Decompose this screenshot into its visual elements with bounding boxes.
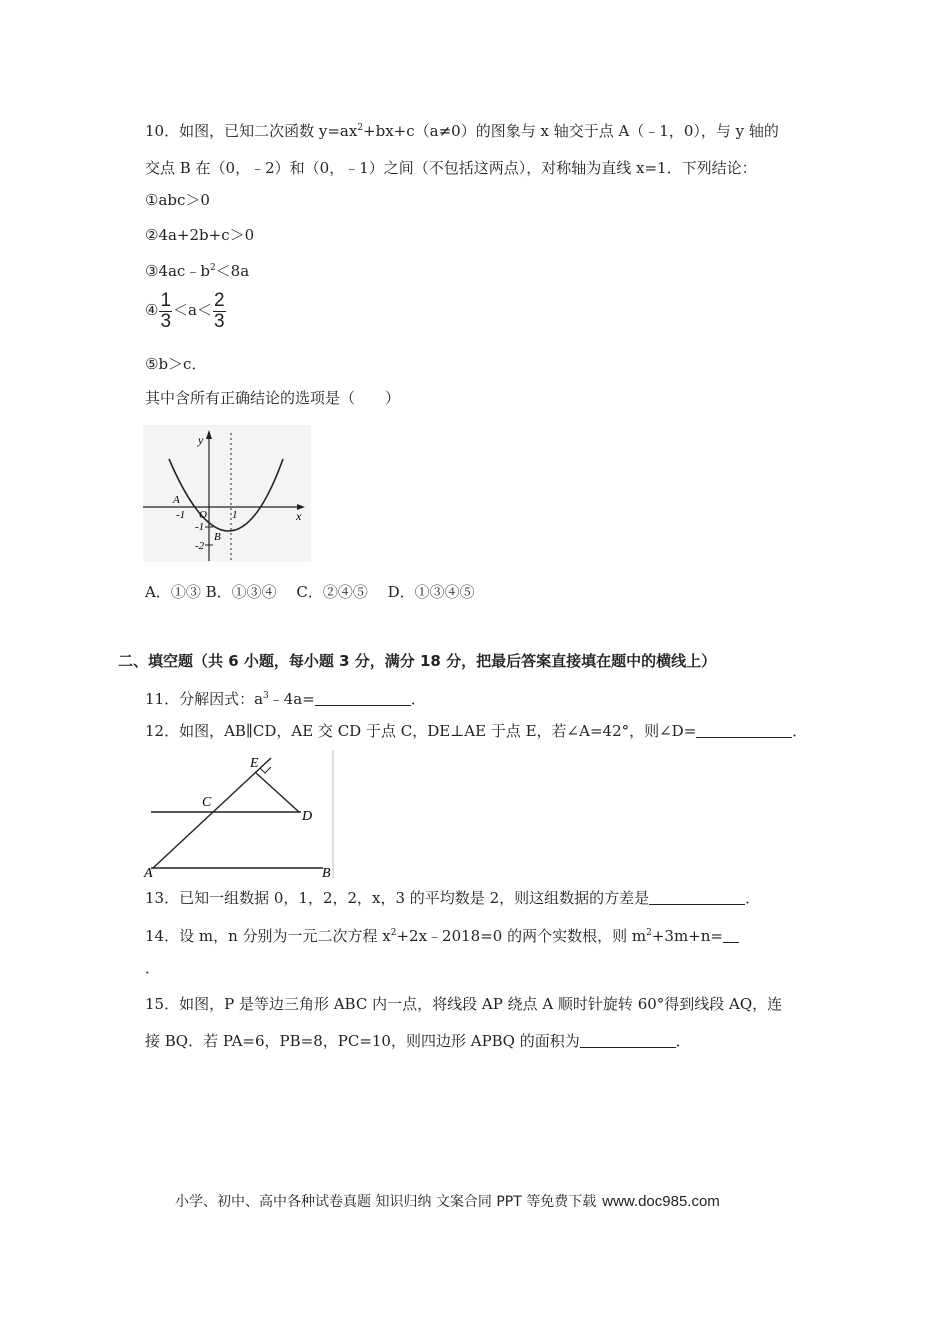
q11: 11．分解因式：$a^3﹣4a=$ ． bbox=[145, 690, 426, 708]
answer-blank[interactable] bbox=[649, 890, 745, 905]
label-A: A bbox=[144, 866, 153, 878]
q15-line-1: 15．如图，P 是等边三角形 ABC 内一点，将线段 AP 绕点 A 顺时针旋转 60°得到线段 AQ，连 bbox=[145, 995, 783, 1013]
q14-line-2: ． bbox=[145, 959, 161, 977]
label-O: O bbox=[199, 509, 207, 521]
answer-blank[interactable] bbox=[696, 723, 792, 738]
label-B: B bbox=[322, 866, 331, 878]
answer-blank[interactable] bbox=[315, 691, 411, 706]
line-DE bbox=[255, 772, 299, 812]
section-title: 二、填空题（共 6 小题，每小题 3 分，满分 18 分，把最后答案直接填在题中的横线上） bbox=[118, 652, 717, 670]
parallel-lines-figure bbox=[143, 750, 335, 878]
label-y: y bbox=[198, 433, 204, 447]
label-x: x bbox=[296, 509, 302, 523]
label-neg2-y: -2 bbox=[195, 540, 205, 552]
answer-blank[interactable] bbox=[580, 1033, 676, 1048]
q10-line-1: 10．如图，已知二次函数 $y=ax^2+bx+c(a\ne 0)$的图象与 x 轴交于点 A（﹣1，0），与 y 轴的 bbox=[145, 122, 779, 140]
q10-conclusion-2: ②4a+2b+c＞0 bbox=[145, 226, 255, 244]
q10-conclusion-1: ①abc＞0 bbox=[145, 191, 210, 209]
right-angle-mark bbox=[260, 767, 271, 773]
label-one: 1 bbox=[232, 509, 238, 521]
q10-conclusion-5: ⑤b＞c． bbox=[145, 355, 207, 373]
label-E: E bbox=[250, 756, 259, 771]
fraction-two-thirds: $\frac{2}{3}$ bbox=[213, 289, 225, 332]
graph-background bbox=[143, 425, 311, 562]
line-AE bbox=[153, 758, 271, 868]
parabola-graph bbox=[143, 425, 311, 562]
q10-options: A．①③ B．①③④ C．②④⑤ D．①③④⑤ bbox=[145, 583, 475, 601]
q10-line-2: 交点 B 在（0，﹣2）和（0，﹣1）之间（不包括这两点），对称轴为直线 x=1．下列结论： bbox=[145, 159, 757, 177]
q10-conclusion-4: ④ $\frac{1}{3}$ ＜a＜ $\frac{2}{3}$ bbox=[145, 289, 225, 332]
label-neg1-x: -1 bbox=[176, 509, 186, 521]
label-D: D bbox=[302, 809, 313, 824]
q13: 13．已知一组数据 0，1，2，2，x，3 的平均数是 2，则这组数据的方差是 ． bbox=[145, 889, 761, 907]
footer: 小学、初中、高中各种试卷真题 知识归纳 文案合同 PPT 等免费下载 www.doc985.com bbox=[175, 1193, 720, 1210]
label-B: B bbox=[214, 531, 221, 543]
label-neg1-y: -1 bbox=[195, 521, 205, 533]
label-C: C bbox=[202, 795, 212, 810]
q15-line-2: 接 BQ．若 PA=6，PB=8，PC=10，则四边形 APBQ 的面积为 ． bbox=[145, 1032, 691, 1050]
footer-url[interactable]: www.doc985.com bbox=[602, 1193, 720, 1210]
q14: 14．设 m，n 分别为一元二次方程 $x^2+2x﹣2018=0$ 的两个实数根，则 $m^2+3m+n=$ bbox=[145, 923, 739, 946]
q10-question: 其中含所有正确结论的选项是（ ） bbox=[145, 389, 401, 407]
q10-conclusion-3: $③4ac﹣b^2<8a$ bbox=[145, 262, 250, 280]
q12: 12．如图，AB∥CD，AE 交 CD 于点 C，DE⊥AE 于点 E，若∠A=42°，则∠D= ． bbox=[145, 722, 808, 740]
fraction-one-third: $\frac{1}{3}$ bbox=[160, 289, 172, 332]
label-A: A bbox=[173, 494, 180, 506]
answer-blank[interactable] bbox=[723, 928, 739, 943]
